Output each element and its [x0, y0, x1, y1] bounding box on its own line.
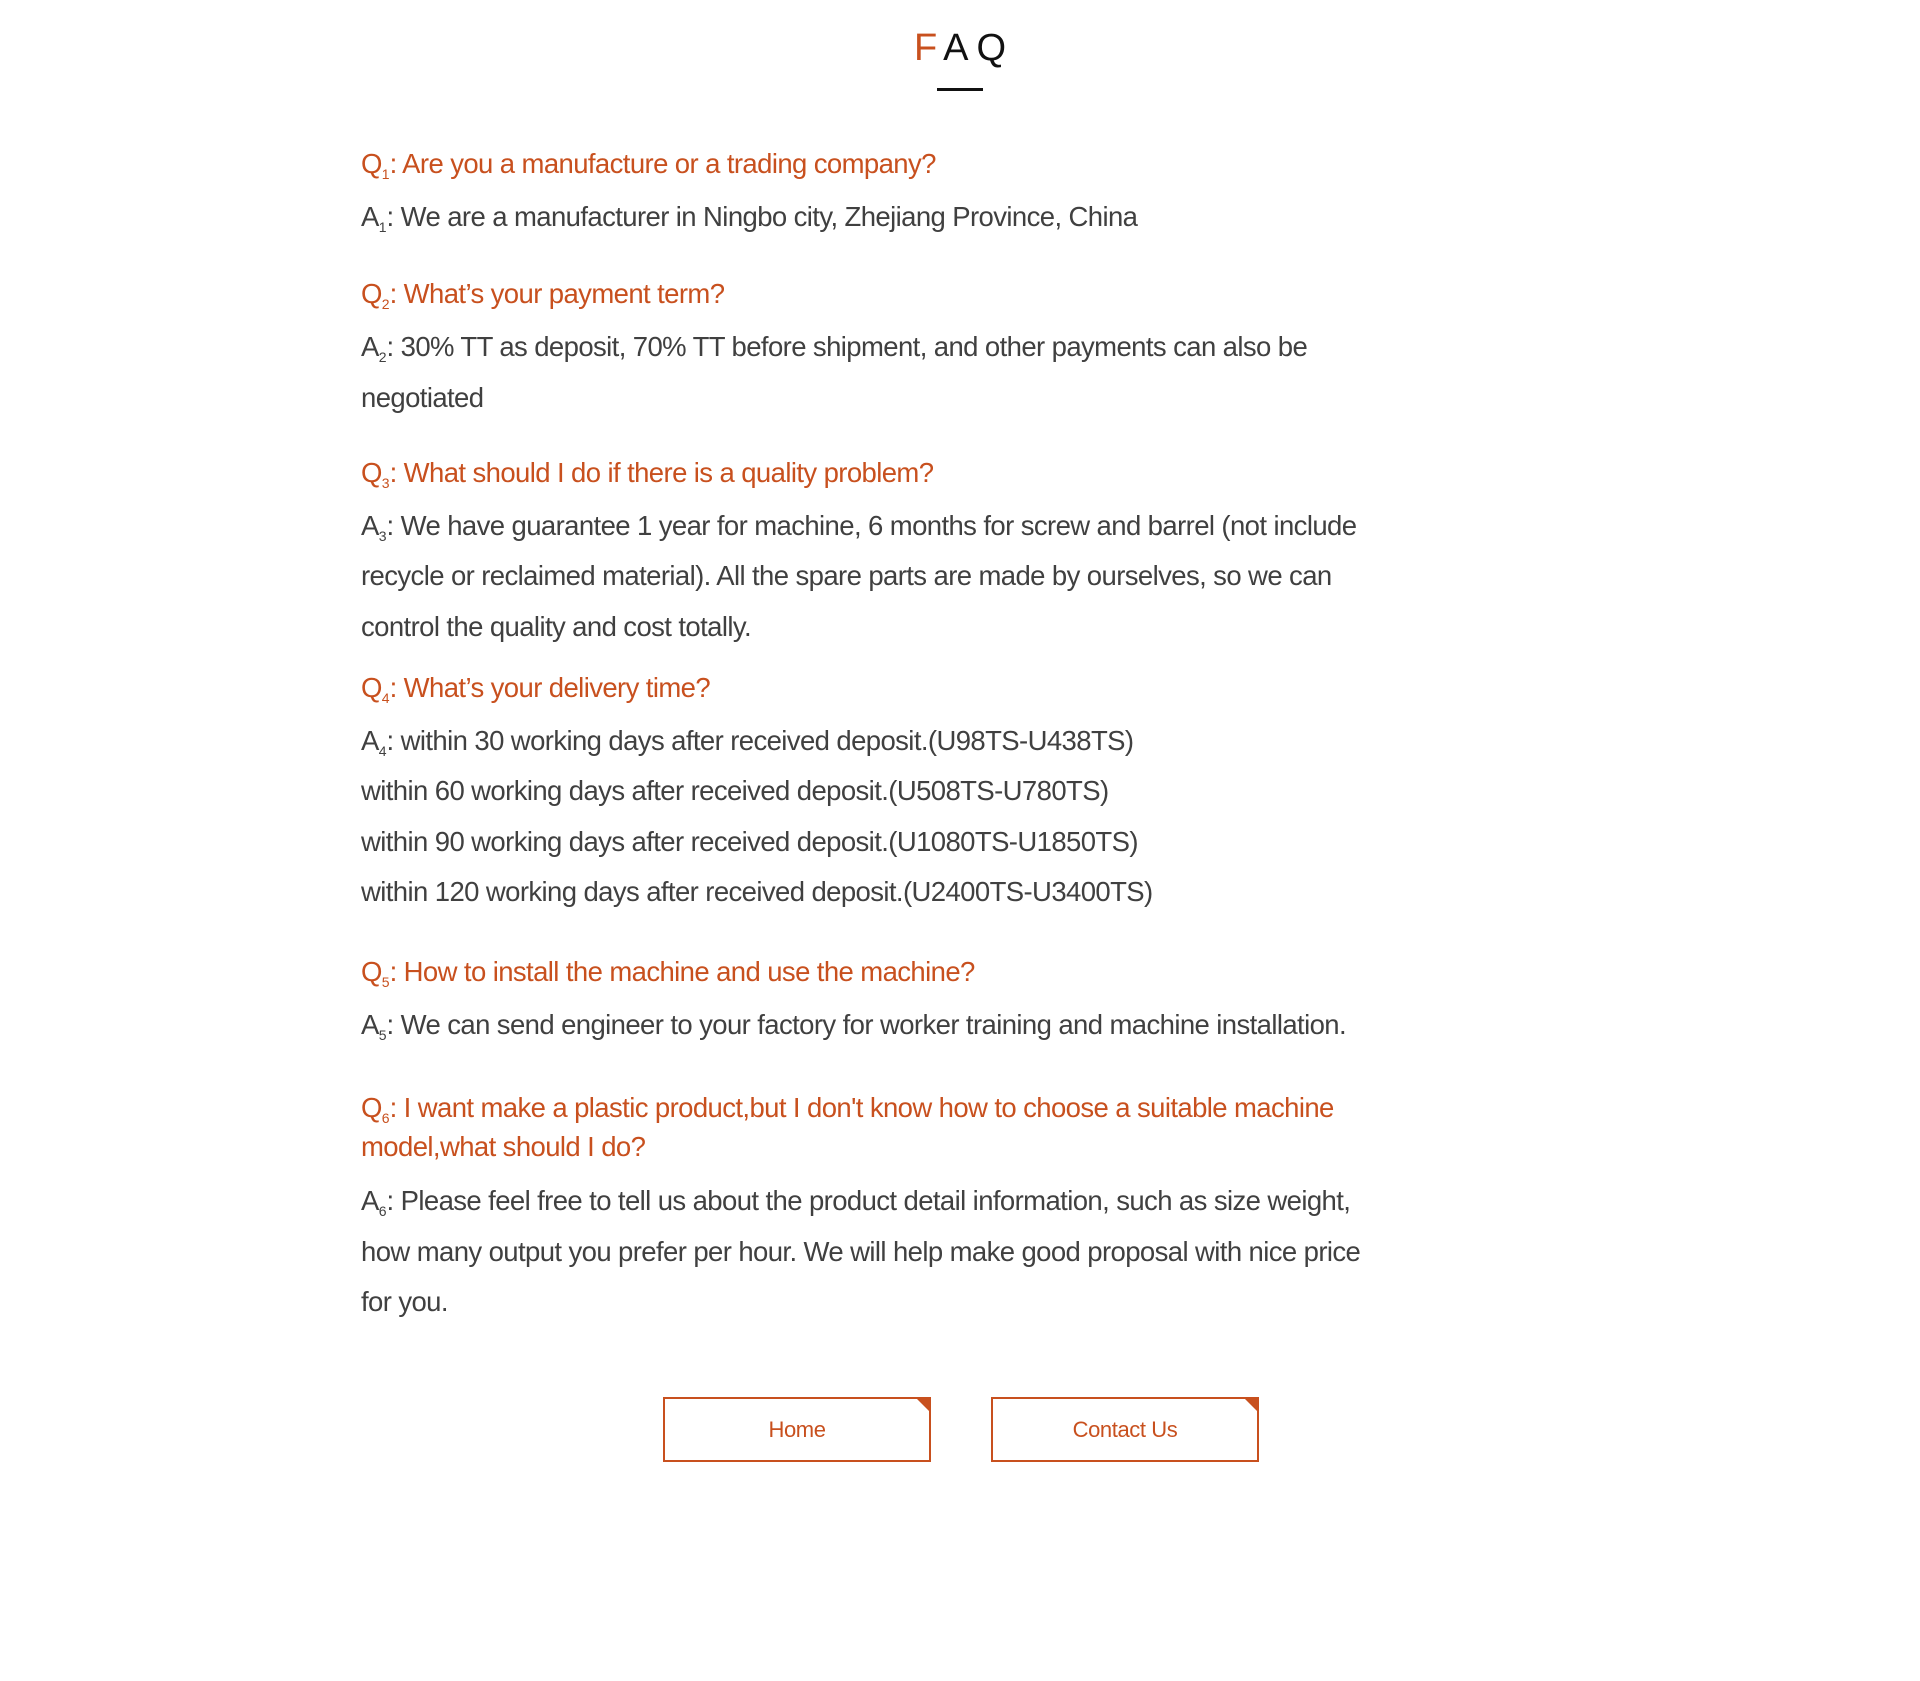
question-text: : How to install the machine and use the machine? — [389, 956, 975, 987]
answer-index: 2 — [378, 349, 387, 365]
faq-question-6 — [361, 1088, 1551, 1128]
faq-answer-2-line-2: negotiated — [361, 382, 484, 413]
answer-prefix: A — [361, 1009, 379, 1040]
answer-prefix: A — [361, 1185, 379, 1216]
contact-us-button-label: Contact Us — [1072, 1417, 1178, 1442]
answer-prefix: A — [361, 201, 379, 232]
answer-text: : We have guarantee 1 year for machine, 6 months for screw and barrel (not include — [386, 510, 1357, 541]
answer-text: : We are a manufacturer in Ningbo city, Zhejiang Province, China — [386, 201, 1138, 232]
faq-answer-2 — [361, 322, 1551, 373]
answer-prefix: A — [361, 725, 379, 756]
question-index: 2 — [381, 296, 390, 312]
faq-question-5 — [361, 952, 1551, 992]
faq-question-2 — [361, 274, 1551, 314]
faq-answer-3-line-3: control the quality and cost totally. — [361, 611, 752, 642]
faq-header — [0, 24, 1920, 72]
question-text: : What’s your delivery time? — [389, 672, 711, 703]
faq-question-1 — [361, 144, 1551, 184]
answer-text: : within 30 working days after received deposit.(U98TS-U438TS) — [386, 725, 1134, 756]
question-prefix: Q — [361, 278, 382, 309]
question-prefix: Q — [361, 672, 382, 703]
question-index: 1 — [381, 166, 390, 182]
title-rest: AQ — [943, 27, 1015, 69]
faq-answer-3-line-2: recycle or reclaimed material). All the spare parts are made by ourselves, so we can — [361, 560, 1332, 591]
question-prefix: Q — [361, 1092, 382, 1123]
contact-us-button[interactable] — [991, 1397, 1259, 1462]
answer-index: 6 — [378, 1203, 387, 1219]
question-text: : Are you a manufacture or a trading company? — [389, 148, 936, 179]
faq-answer-6-line-2: how many output you prefer per hour. We will help make good proposal with nice price — [361, 1236, 1361, 1267]
question-index: 4 — [381, 690, 390, 706]
faq-answer-4-line-4: within 120 working days after received deposit.(U2400TS-U3400TS) — [361, 876, 1153, 907]
home-button[interactable] — [663, 1397, 931, 1462]
answer-prefix: A — [361, 510, 379, 541]
corner-triangle-icon — [1245, 1399, 1257, 1411]
question-index: 6 — [381, 1110, 390, 1126]
faq-answer-3 — [361, 501, 1551, 552]
answer-prefix: A — [361, 331, 379, 362]
answer-index: 1 — [378, 219, 387, 235]
title-underline-divider — [937, 88, 983, 91]
question-prefix: Q — [361, 956, 382, 987]
answer-index: 5 — [378, 1027, 387, 1043]
question-index: 5 — [381, 974, 390, 990]
corner-triangle-icon — [917, 1399, 929, 1411]
faq-answer-6 — [361, 1176, 1551, 1227]
faq-answer-4 — [361, 716, 1551, 767]
faq-question-6-line-2: model,what should I do? — [361, 1131, 646, 1162]
faq-answer-4-line-2: within 60 working days after received deposit.(U508TS-U780TS) — [361, 775, 1109, 806]
answer-text: : Please feel free to tell us about the product detail information, such as size weight, — [386, 1185, 1351, 1216]
answer-index: 4 — [378, 743, 387, 759]
faq-answer-6-line-3: for you. — [361, 1286, 448, 1317]
faq-answer-5 — [361, 1000, 1551, 1051]
question-text: : What’s your payment term? — [389, 278, 725, 309]
question-text: : I want make a plastic product,but I don't know how to choose a suitable machine — [389, 1092, 1334, 1123]
faq-answer-4-line-3: within 90 working days after received deposit.(U1080TS-U1850TS) — [361, 826, 1138, 857]
faq-question-3 — [361, 453, 1551, 493]
title-accent-letter: F — [913, 27, 944, 69]
question-prefix: Q — [361, 148, 382, 179]
question-prefix: Q — [361, 457, 382, 488]
answer-index: 3 — [378, 528, 387, 544]
question-text: : What should I do if there is a quality problem? — [389, 457, 934, 488]
faq-answer-1 — [361, 192, 1551, 243]
home-button-label: Home — [768, 1417, 826, 1442]
page-title — [0, 24, 1920, 72]
answer-text: : We can send engineer to your factory for worker training and machine installation. — [386, 1009, 1347, 1040]
question-index: 3 — [381, 475, 390, 491]
answer-text: : 30% TT as deposit, 70% TT before shipment, and other payments can also be — [386, 331, 1308, 362]
faq-question-4 — [361, 668, 1551, 708]
